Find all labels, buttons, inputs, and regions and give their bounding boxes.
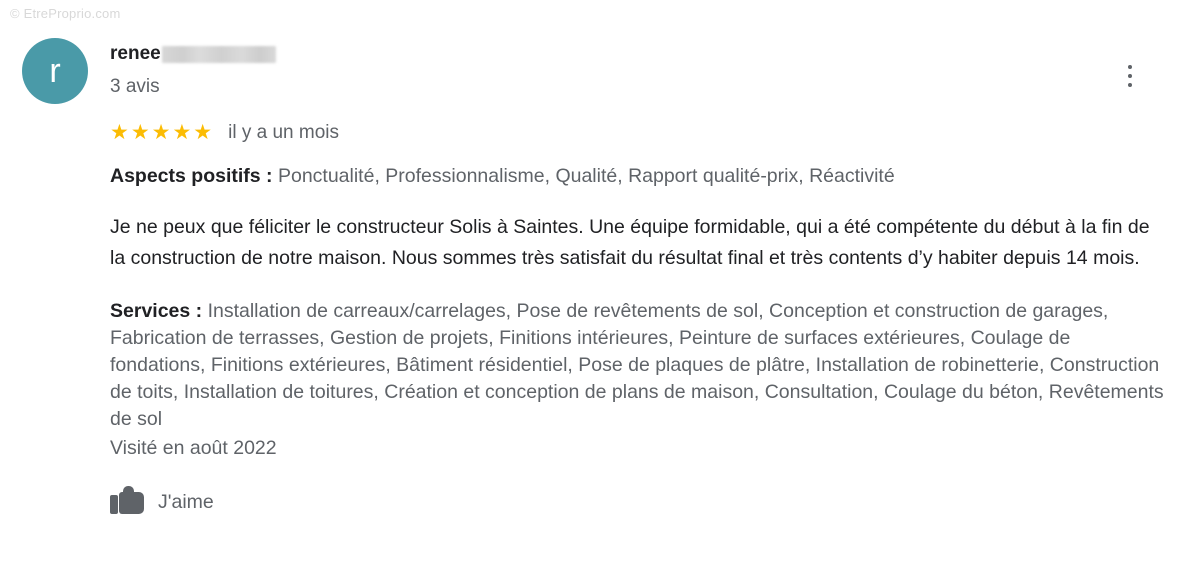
site-watermark: © EtreProprio.com <box>10 6 121 21</box>
visit-date: Visité en août 2022 <box>110 437 277 459</box>
review-text: Je ne peux que féliciter le constructeur Solis à Saintes. Une équipe formidable, qui a été compétente du début à la fin de la construction de notre maison. Nous sommes très satisfait du résultat final et très contents d’y habiter depuis 14 mois. <box>110 216 1150 269</box>
more-dot <box>1128 65 1132 69</box>
more-dot <box>1128 83 1132 87</box>
review-body <box>110 163 1170 462</box>
rating-row <box>110 122 1152 144</box>
reviewer-name: renee <box>110 43 161 64</box>
positive-aspects-value: Ponctualité, Professionnalisme, Qualité, Rapport qualité-prix, Réactivité <box>277 165 895 187</box>
redaction-blur <box>162 46 276 63</box>
like-button-label: J'aime <box>158 491 214 513</box>
avatar: r <box>22 38 88 104</box>
positive-aspects-label: Aspects positifs : <box>110 165 273 187</box>
more-dot <box>1128 74 1132 78</box>
star-rating-icon: ★★★★★ <box>110 121 215 144</box>
positive-aspects <box>110 163 1170 189</box>
reviewer-info <box>110 38 276 98</box>
thumbs-up-icon <box>110 486 144 518</box>
review-header <box>22 38 1152 104</box>
reviewer-review-count: 3 avis <box>110 76 160 97</box>
services-list <box>110 298 1170 433</box>
reviewer-name-row <box>110 42 276 66</box>
like-button[interactable] <box>110 486 260 518</box>
review-date: il y a un mois <box>228 122 340 143</box>
services-value: Installation de carreaux/carrelages, Pose de revêtements de sol, Conception et construction de garages, Fabrication de terrasses, Gestion de projets, Finitions intérieures, Peinture de surfaces extérieures, Coulage de fondations, Finitions extérieures, Bâtiment résidentiel, Pose de plaques de plâtre, Installation de robinetterie, Construction de toits, Installation de toitures, Création et conception de plans de maison, Consultation, Coulage du béton, Revêtements de sol <box>110 300 1164 430</box>
review-card <box>22 38 1164 518</box>
more-vertical-icon[interactable] <box>1116 58 1144 94</box>
services-label: Services : <box>110 300 203 322</box>
